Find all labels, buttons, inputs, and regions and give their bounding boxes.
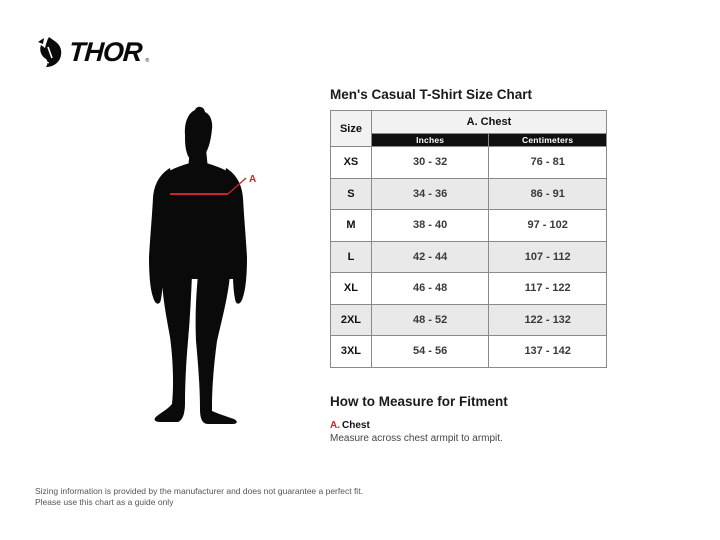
- inches-cell: 42 - 44: [371, 241, 488, 273]
- size-cell: XS: [331, 147, 372, 179]
- table-row: [331, 178, 607, 210]
- inches-cell: 46 - 48: [371, 273, 488, 305]
- disclaimer-line-2: Please use this chart as a guide only: [35, 497, 174, 508]
- centimeters-cell: 117 - 122: [489, 273, 607, 305]
- measure-guide-item: [330, 420, 607, 444]
- inches-cell: 34 - 36: [371, 178, 488, 210]
- inches-cell: 48 - 52: [371, 304, 488, 336]
- silhouette-graphic: [140, 105, 260, 425]
- measure-key-label: Chest: [342, 419, 370, 431]
- size-cell: S: [331, 178, 372, 210]
- size-chart-panel: [330, 87, 607, 444]
- body-silhouette-figure: [140, 105, 260, 425]
- inches-cell: 30 - 32: [371, 147, 488, 179]
- measure-guide-heading: How to Measure for Fitment: [330, 393, 508, 409]
- measure-key: [330, 420, 607, 431]
- size-cell: M: [331, 210, 372, 242]
- inches-cell: 38 - 40: [371, 210, 488, 242]
- centimeters-cell: 122 - 132: [489, 304, 607, 336]
- brand-logo: [35, 36, 149, 68]
- size-chart-table: [330, 110, 607, 368]
- chest-group-header: A. Chest: [371, 111, 606, 134]
- table-row: [331, 210, 607, 242]
- centimeters-cell: 97 - 102: [489, 210, 607, 242]
- centimeters-cell: 107 - 112: [489, 241, 607, 273]
- chest-measure-label: A: [249, 174, 257, 185]
- registered-mark: ®: [145, 58, 150, 64]
- size-column-header: Size: [331, 111, 372, 147]
- size-cell: 2XL: [331, 304, 372, 336]
- size-cell: 3XL: [331, 336, 372, 368]
- disclaimer-line-1: Sizing information is provided by the manufacturer and does not guarantee a perfect fit.: [35, 486, 363, 496]
- measure-key-letter: A.: [330, 419, 340, 431]
- sizing-disclaimer: [35, 486, 363, 509]
- centimeters-cell: 76 - 81: [489, 147, 607, 179]
- size-cell: XL: [331, 273, 372, 305]
- inches-column-header: Inches: [371, 134, 488, 147]
- centimeters-cell: 137 - 142: [489, 336, 607, 368]
- table-row: [331, 273, 607, 305]
- inches-cell: 54 - 56: [371, 336, 488, 368]
- brand-wordmark: THOR: [67, 36, 143, 67]
- size-cell: L: [331, 241, 372, 273]
- measure-description: Measure across chest armpit to armpit.: [330, 432, 503, 444]
- thor-helmet-icon: [35, 36, 65, 68]
- table-row: [331, 336, 607, 368]
- page-title: Men's Casual T-Shirt Size Chart: [330, 87, 533, 102]
- table-row: [331, 304, 607, 336]
- centimeters-column-header: Centimeters: [489, 134, 607, 147]
- table-row: [331, 147, 607, 179]
- centimeters-cell: 86 - 91: [489, 178, 607, 210]
- table-row: [331, 241, 607, 273]
